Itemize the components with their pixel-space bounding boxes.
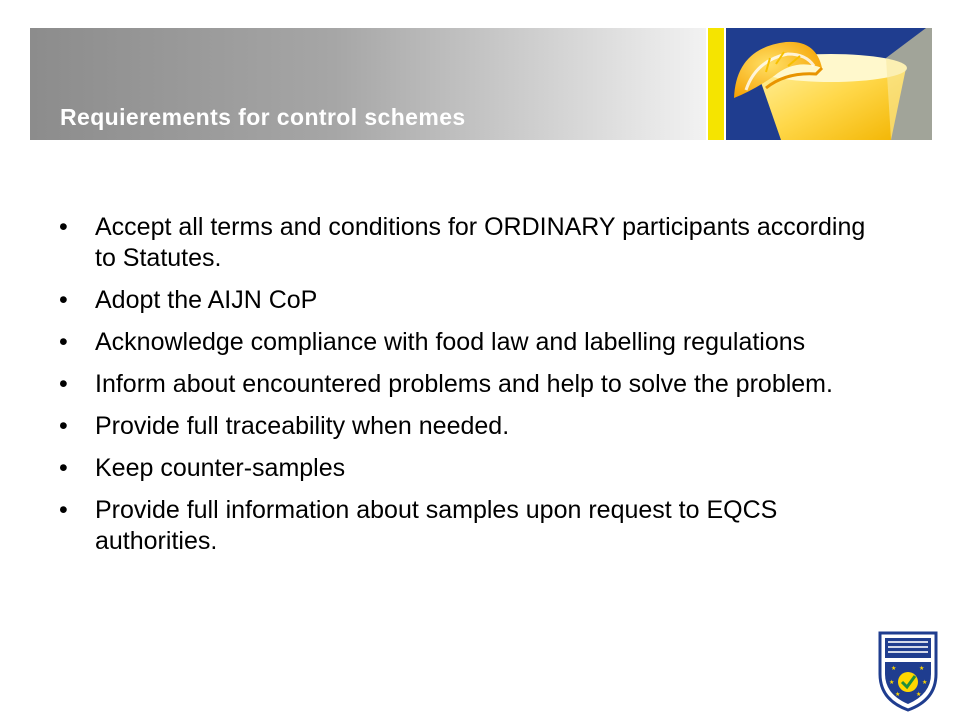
svg-text:★: ★	[922, 679, 928, 686]
list-item	[55, 212, 885, 274]
list-item	[55, 327, 885, 358]
svg-text:★: ★	[889, 679, 895, 686]
bullet-icon: •	[59, 370, 68, 398]
svg-text:★: ★	[895, 691, 901, 698]
orange-juice-glass-icon	[726, 28, 932, 140]
bullet-icon: •	[59, 213, 68, 241]
header-bar	[30, 28, 706, 140]
slide-title: Requierements for control schemes	[60, 104, 466, 130]
list-item-text: Accept all terms and conditions for ORDINARY participants according to Statutes.	[95, 213, 866, 272]
svg-text:★: ★	[916, 691, 922, 698]
bullet-icon: •	[59, 412, 68, 440]
eqcs-crest-logo	[877, 630, 939, 712]
header-accent-stripe	[708, 28, 724, 140]
list-item	[55, 369, 885, 400]
list-item-text: Provide full traceability when needed.	[95, 412, 510, 440]
svg-text:★: ★	[919, 665, 925, 672]
bullet-icon: •	[59, 328, 68, 356]
bullet-icon: •	[59, 286, 68, 314]
list-item	[55, 411, 885, 442]
list-item	[55, 495, 885, 557]
list-item-text: Adopt the AIJN CoP	[95, 286, 318, 314]
list-item-text: Inform about encountered problems and help to solve the problem.	[95, 370, 833, 398]
bullet-icon: •	[59, 454, 68, 482]
list-item	[55, 285, 885, 316]
list-item	[55, 453, 885, 484]
requirements-list	[55, 212, 885, 568]
list-item-text: Keep counter-samples	[95, 454, 346, 482]
list-item-text: Acknowledge compliance with food law and labelling regulations	[95, 328, 806, 356]
list-item-text: Provide full information about samples upon request to EQCS authorities.	[95, 496, 778, 555]
svg-text:★: ★	[891, 665, 897, 672]
bullet-icon: •	[59, 496, 68, 524]
